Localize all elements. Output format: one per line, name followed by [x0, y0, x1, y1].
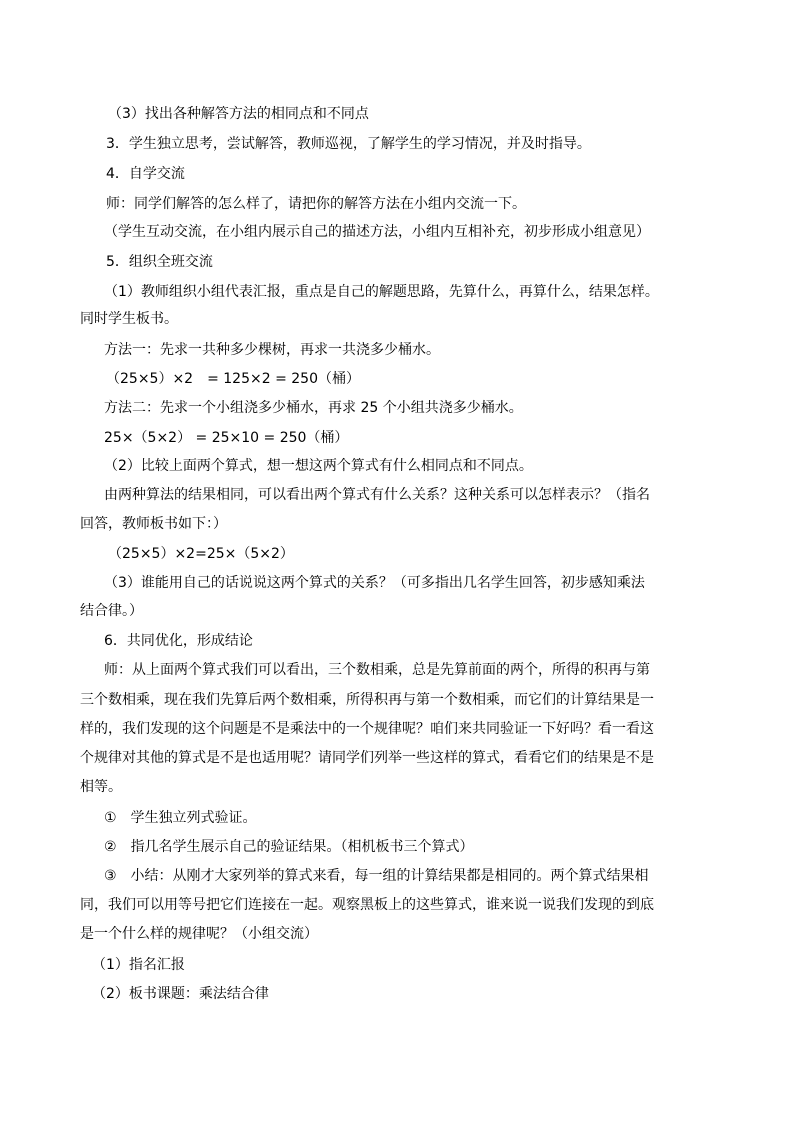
summary-item-2: （2）板书课题：乘法结合律	[92, 986, 269, 1002]
step-3-heading: 3．学生独立思考，尝试解答，教师巡视，了解学生的学习情况，并及时指导。	[106, 136, 591, 152]
step-5-sub-3-cont: 结合律。）	[80, 603, 143, 619]
conclusion-para-5: 相等。	[80, 779, 122, 795]
method-1-formula: （25×5）×2 = 125×2 = 250（桶）	[106, 371, 360, 387]
step-5-sub-2: （2）比较上面两个算式，想一想这两个算式有什么相同点和不同点。	[104, 458, 533, 474]
step-5-heading: 5．组织全班交流	[106, 254, 213, 270]
conclusion-para-2: 三个数相乘，现在我们先算后两个数相乘，所得积再与第一个数相乘，而它们的计算结果是一	[80, 692, 654, 708]
method-1-text: 方法一：先求一共种多少棵树，再求一共浇多少桶水。	[104, 342, 440, 358]
circled-item-1: ① 学生独立列式验证。	[104, 810, 257, 826]
step-6-heading: 6．共同优化，形成结论	[104, 633, 253, 649]
relation-question-cont: 回答，教师板书如下：）	[80, 516, 227, 532]
relation-question: 由两种算法的结果相同，可以看出两个算式有什么关系？这种关系可以怎样表示？（指名	[104, 487, 650, 503]
conclusion-para-1: 师：从上面两个算式我们可以看出，三个数相乘，总是先算前面的两个，所得的积再与第	[104, 662, 650, 678]
circled-item-2: ② 指几名学生展示自己的验证结果。（相机板书三个算式）	[104, 839, 474, 855]
step-4-heading: 4．自学交流	[106, 166, 185, 182]
method-2-formula: 25×（5×2） = 25×10 = 250（桶）	[104, 430, 349, 446]
conclusion-para-3: 样的，我们发现的这个问题是不是乘法中的一个规律呢？咱们来共同验证一下好吗？看一看这	[80, 721, 654, 737]
teacher-prompt-1: 师：同学们解答的怎么样了，请把你的解答方法在小组内交流一下。	[106, 196, 526, 212]
conclusion-para-4: 个规律对其他的算式是不是也适用呢？请同学们列举一些这样的算式，看看它们的结果是不是	[80, 750, 654, 766]
circled-item-3-cont-2: 是一个什么样的规律呢？（小组交流）	[80, 926, 318, 942]
method-2-text: 方法二：先求一个小组浇多少桶水，再求 25 个小组共浇多少桶水。	[104, 400, 523, 416]
step-5-sub-1-cont: 同时学生板书。	[80, 311, 178, 327]
step-5-sub-3: （3）谁能用自己的话说说这两个算式的关系？（可多指出几名学生回答，初步感知乘法	[104, 575, 645, 591]
circled-item-3-cont-1: 同，我们可以用等号把它们连接在一起。观察黑板上的这些算式，谁来说一说我们发现的到底	[80, 897, 654, 913]
step-3-sub-3: （3）找出各种解答方法的相同点和不同点	[108, 106, 369, 122]
circled-item-3: ③ 小结：从刚才大家列举的算式来看，每一组的计算结果都是相同的。两个算式结果相	[104, 868, 649, 884]
relation-formula: （25×5）×2=25×（5×2）	[108, 546, 294, 562]
student-exchange-note: （学生互动交流，在小组内展示自己的描述方法，小组内互相补充，初步形成小组意见）	[104, 224, 650, 240]
summary-item-1: （1）指名汇报	[92, 957, 185, 973]
step-5-sub-1: （1）教师组织小组代表汇报，重点是自己的解题思路，先算什么，再算什么，结果怎样。	[104, 284, 659, 300]
